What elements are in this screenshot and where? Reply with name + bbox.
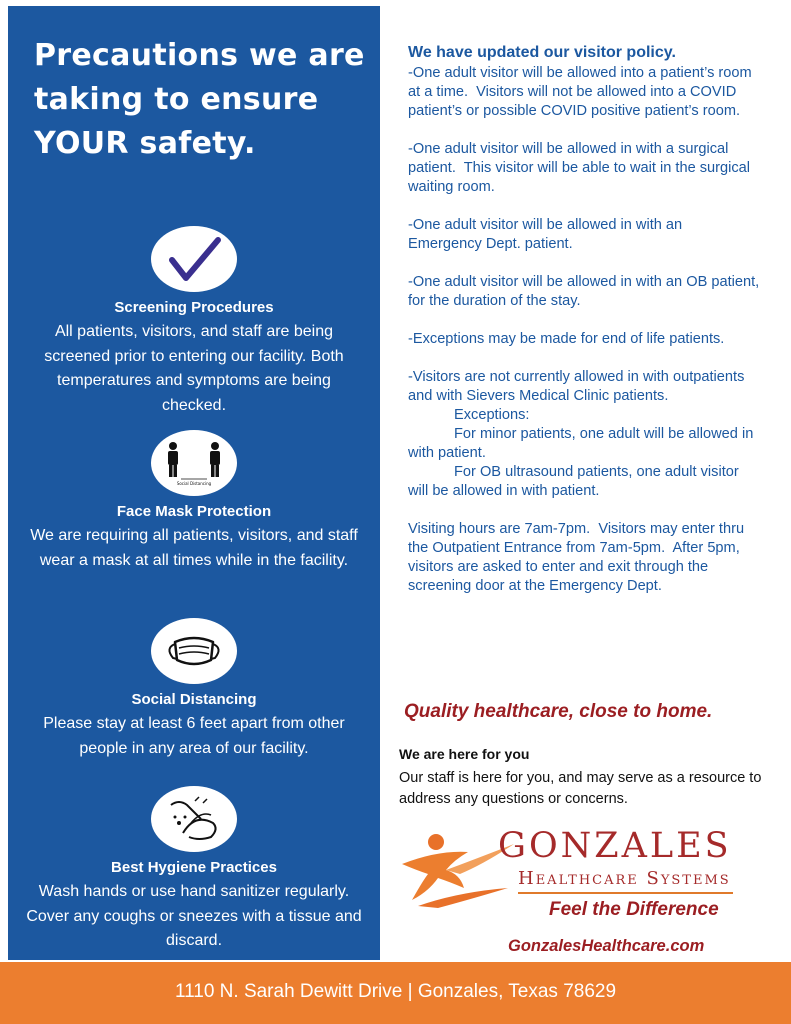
policy-outpatients: -Visitors are not currently allowed in with outpatients and with Sievers Medical Clinic patients. bbox=[408, 369, 749, 404]
hand-washing-icon bbox=[151, 786, 237, 852]
gonzales-logo bbox=[398, 826, 758, 926]
hygiene-section bbox=[8, 786, 380, 954]
precautions-panel bbox=[8, 6, 380, 960]
screening-title: Screening Procedures bbox=[114, 299, 274, 316]
policy-exception-minor: For minor patients, one adult will be allowed in with patient. bbox=[408, 426, 758, 461]
face-mask-text: We are requiring all patients, visitors, and staff wear a mask at all times while in the facility. bbox=[30, 527, 358, 569]
hygiene-text: Wash hands or use hand sanitizer regularly. Cover any coughs or sneezes with a tissue and discard. bbox=[26, 883, 362, 949]
social-distancing-icon bbox=[151, 430, 237, 496]
policy-item: -One adult visitor will be allowed in with an Emergency Dept. patient. bbox=[408, 217, 687, 252]
visitor-policy bbox=[408, 42, 764, 615]
page-title: Precautions we are taking to ensure YOUR safety. bbox=[34, 38, 365, 161]
hygiene-title: Best Hygiene Practices bbox=[111, 859, 277, 876]
policy-exception-ob: For OB ultrasound patients, one adult visitor will be allowed in with patient. bbox=[408, 464, 743, 499]
checkmark-icon bbox=[151, 226, 237, 292]
face-mask-title: Face Mask Protection bbox=[116, 503, 272, 520]
logo-subtitle: Healthcare Systems bbox=[518, 868, 731, 889]
footer-band bbox=[0, 962, 791, 1024]
logo-slogan: Feel the Difference bbox=[549, 899, 719, 920]
face-mask-section bbox=[8, 430, 380, 573]
social-distancing-section bbox=[8, 618, 380, 761]
tagline: Quality healthcare, close to home. bbox=[404, 701, 713, 722]
logo-name: GONZALES bbox=[498, 826, 732, 866]
logo-divider bbox=[518, 892, 733, 894]
policy-exceptions-label: Exceptions: bbox=[454, 407, 530, 423]
policy-item: -One adult visitor will be allowed in with a surgical patient. This visitor will be able to wait in the surgical waiting room. bbox=[408, 141, 755, 195]
policy-item: -One adult visitor will be allowed into a patient’s room at a time. Visitors will not be allowed into a COVID patient’s or possible COVID positive patient’s room. bbox=[408, 65, 756, 119]
website-link[interactable]: GonzalesHealthcare.com bbox=[508, 937, 705, 955]
here-for-you-text: Our staff is here for you, and may serve as a resource to address any questions or concerns. bbox=[399, 770, 762, 807]
face-mask-icon bbox=[151, 618, 237, 684]
policy-item: -Exceptions may be made for end of life patients. bbox=[408, 331, 725, 347]
screening-text: All patients, visitors, and staff are being screened prior to entering our facility. Both temperatures and symptoms are being checked. bbox=[44, 323, 344, 414]
social-distancing-title: Social Distancing bbox=[131, 691, 257, 708]
policy-item: -One adult visitor will be allowed in with an OB patient, for the duration of the stay. bbox=[408, 274, 764, 309]
footer-address: 1110 N. Sarah Dewitt Drive | Gonzales, Texas 78629 bbox=[174, 981, 617, 1002]
social-distancing-caption: Social Distancing bbox=[176, 481, 212, 486]
here-for-you-title: We are here for you bbox=[399, 746, 530, 762]
screening-section bbox=[8, 226, 380, 418]
social-distancing-text: Please stay at least 6 feet apart from other people in any area of our facility. bbox=[43, 715, 345, 757]
visiting-hours: Visiting hours are 7am-7pm. Visitors may enter thru the Outpatient Entrance from 7am-5pm. After 5pm, visitors are asked to enter and exit through the screening door at the Emergency Dept. bbox=[408, 521, 749, 594]
policy-title: We have updated our visitor policy. bbox=[408, 44, 676, 61]
